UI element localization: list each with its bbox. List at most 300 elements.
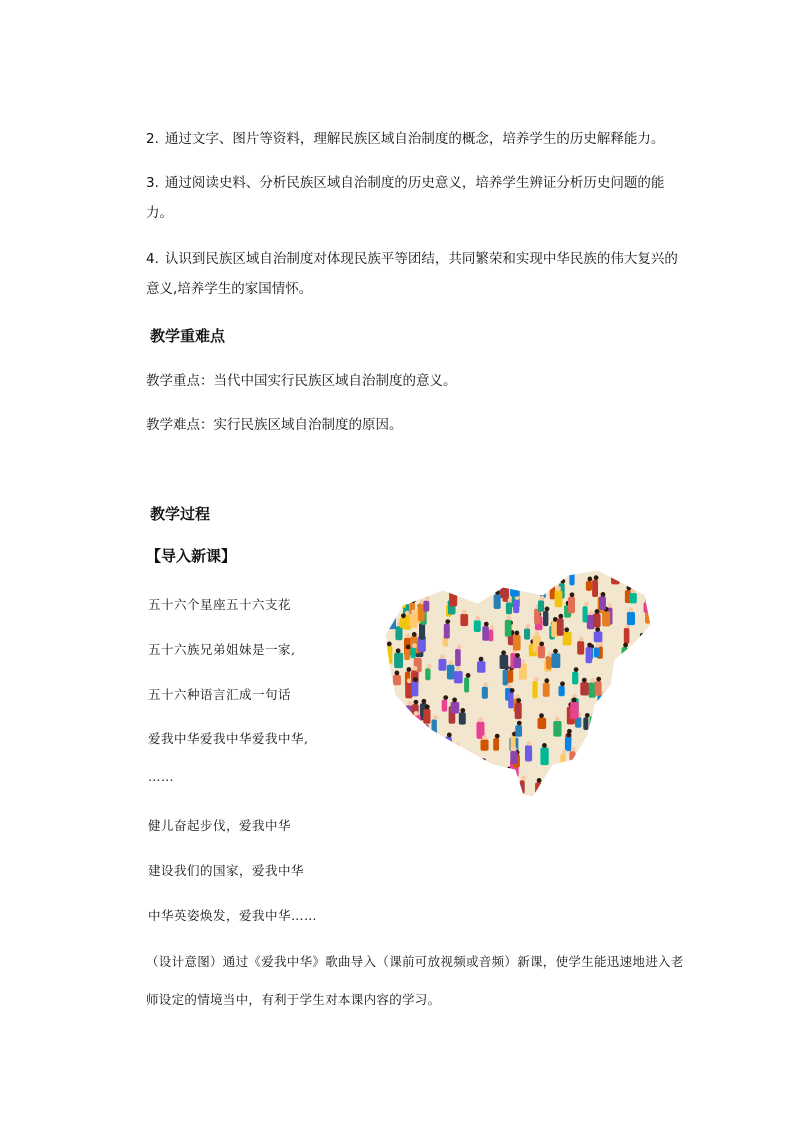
figure-head [432, 764, 437, 769]
figure-head [534, 631, 539, 636]
figure-body [488, 630, 493, 642]
figure-body [388, 710, 394, 726]
figure-body [648, 720, 655, 735]
figure-head [422, 699, 427, 704]
figure-body [611, 572, 620, 584]
figure-head [512, 580, 517, 585]
figure-head [553, 649, 558, 654]
figure-body [621, 791, 630, 803]
objective-text: 通过文字、图片等资料，理解民族区域自治制度的概念，培养学生的历史解释能力。 [164, 131, 665, 147]
figure-head [475, 616, 480, 621]
intro-new-lesson-label: 【导入新课】 [146, 547, 237, 565]
figure-head [414, 700, 419, 705]
figure-body [395, 626, 402, 640]
figure-body [442, 700, 448, 712]
figure-head [634, 652, 639, 657]
figure-head [541, 569, 546, 574]
objective-4 [146, 244, 691, 304]
figure-head [482, 735, 487, 740]
figure-body [513, 600, 519, 614]
figure-body [383, 681, 385, 696]
figure-head [595, 627, 600, 632]
figure-body [451, 702, 460, 714]
figure-body [524, 628, 530, 639]
figure-body [444, 624, 450, 639]
figure-body [583, 606, 588, 622]
figure-body [505, 771, 512, 784]
figure-body [403, 581, 409, 591]
figure-body [647, 675, 655, 692]
figure-head [623, 643, 628, 648]
figure-body [555, 591, 563, 608]
figure-head [652, 568, 655, 573]
figure-head [539, 642, 544, 647]
figure-body [454, 748, 463, 765]
figure-head [579, 637, 584, 642]
figure-body [602, 611, 610, 626]
figure-body [642, 710, 648, 725]
figure-body [563, 632, 572, 646]
figure-head [403, 770, 408, 775]
figure-head [478, 717, 483, 722]
figure-head [455, 565, 460, 566]
figure-head [540, 596, 545, 601]
figure-body [407, 739, 416, 754]
figure-head [594, 575, 599, 580]
figure-head [623, 786, 628, 791]
figure-head [395, 671, 400, 676]
figure-body [640, 642, 647, 656]
figure-head [416, 734, 421, 739]
figure-head [648, 648, 653, 653]
figure-body [505, 620, 512, 637]
figure-head [595, 609, 600, 614]
figure-body [473, 590, 479, 601]
figure-body [474, 798, 482, 803]
figure-head [582, 678, 587, 683]
figure-head [406, 633, 411, 638]
figure-head [643, 683, 648, 688]
figure-head [481, 581, 486, 586]
figure-head [486, 784, 491, 789]
figure-head [641, 638, 646, 643]
figure-body [627, 756, 634, 767]
figure-body [393, 675, 401, 685]
figure-head [501, 579, 506, 584]
figure-body [508, 789, 517, 799]
figure-head [560, 681, 565, 686]
figure-head [640, 565, 645, 566]
figure-body [599, 748, 606, 766]
figure-body [552, 653, 561, 668]
figure-head [610, 788, 615, 793]
figure-head [650, 716, 655, 721]
figure-head [585, 713, 590, 718]
figure-head [425, 705, 430, 710]
figure-body [494, 594, 501, 609]
figure-head [408, 735, 413, 740]
figure-body [553, 721, 561, 737]
figure-head [414, 734, 419, 739]
teaching-difficulty-label: 教学难点： [146, 417, 214, 433]
figure-head [391, 713, 396, 718]
figure-head [407, 678, 412, 683]
figure-head [407, 667, 412, 672]
teaching-focus-text: 当代中国实行民族区域自治制度的意义。 [213, 373, 457, 389]
figure-head [594, 726, 599, 731]
figure-body [409, 580, 415, 598]
figure-body [592, 730, 600, 741]
figure-body [390, 717, 396, 728]
figure-head [506, 791, 511, 796]
figure-head [537, 778, 542, 783]
figure-head [409, 769, 414, 774]
figure-head [389, 611, 394, 616]
figure-body [598, 695, 604, 709]
figure-body [508, 693, 513, 709]
figure-head [645, 773, 650, 778]
figure-head [452, 698, 457, 703]
figure-head [445, 619, 450, 624]
figure-head [501, 650, 506, 655]
figure-head [576, 769, 581, 774]
figure-body [595, 734, 602, 745]
figure-head [587, 781, 592, 786]
figure-head [479, 789, 484, 794]
figure-head [457, 645, 462, 650]
figure-head [440, 654, 445, 659]
figure-body [401, 774, 408, 786]
figure-body [464, 677, 469, 692]
figure-head [474, 586, 479, 591]
figure-body [564, 786, 572, 796]
figure-body [482, 626, 489, 641]
figure-head [387, 642, 392, 647]
song-line: …… [148, 769, 174, 784]
figure-body [394, 653, 403, 668]
figure-body [559, 686, 565, 697]
figure-body [572, 672, 578, 685]
figure-body [644, 768, 652, 780]
figure-body [425, 668, 430, 680]
figure-head [506, 615, 511, 620]
figure-body [539, 574, 547, 585]
figure-body [431, 769, 438, 781]
figure-body [470, 572, 478, 586]
figure-body [416, 568, 425, 583]
figure-head [466, 673, 471, 678]
figure-body [411, 682, 418, 697]
figure-head [590, 678, 595, 683]
figure-head [574, 667, 579, 672]
figure-body [650, 788, 655, 803]
figure-head [571, 566, 576, 571]
figure-head [383, 677, 386, 682]
figure-body [506, 602, 512, 614]
objective-2 [146, 124, 691, 154]
figure-head [526, 624, 531, 629]
figure-head [515, 631, 520, 636]
figure-head [653, 613, 655, 618]
figure-head [396, 648, 401, 653]
figure-head [433, 715, 438, 720]
figure-body [459, 712, 466, 724]
figure-head [409, 746, 414, 751]
figure-body [603, 800, 610, 803]
figure-body [504, 773, 511, 784]
objective-text: 认识到民族区域自治制度对体现民族平等团结，共同繁荣和实现中华民族的伟大复兴的意义,培养学生的家国情怀。 [146, 251, 678, 297]
figure-body [413, 749, 419, 765]
figure-body [538, 646, 545, 658]
figure-body [629, 593, 637, 604]
figure-head [596, 677, 601, 682]
figure-head [456, 667, 461, 672]
figure-head [592, 746, 597, 751]
figure-body [514, 577, 521, 588]
figure-head [420, 740, 425, 745]
figure-head [507, 684, 512, 689]
song-line: 五十六个星座五十六支花 [148, 597, 292, 612]
figure-head [427, 664, 432, 669]
figure-head [571, 747, 576, 752]
teaching-focus-label: 教学重点： [146, 373, 214, 389]
figure-head [633, 716, 638, 721]
figure-body [426, 566, 435, 583]
figure-head [618, 771, 623, 776]
figure-body [451, 570, 459, 585]
figure-head [646, 580, 651, 585]
figure-head [384, 741, 389, 746]
figure-head [507, 782, 512, 787]
figure-head [557, 784, 562, 789]
figure-body [525, 745, 532, 761]
figure-head [542, 577, 547, 582]
objective-3 [146, 168, 691, 228]
figure-body [638, 637, 646, 653]
figure-body [583, 717, 588, 730]
figure-head [633, 690, 638, 695]
figure-body [586, 581, 592, 591]
figure-body [643, 755, 649, 767]
figure-body [402, 570, 410, 587]
figure-body [453, 565, 459, 582]
figure-head [516, 573, 521, 578]
figure-body [449, 589, 457, 607]
figure-head [415, 767, 420, 772]
figure-body [595, 681, 602, 696]
figure-body [455, 649, 461, 666]
figure-head [453, 565, 458, 570]
figure-body [418, 744, 423, 756]
figure-body [482, 687, 488, 699]
figure-body [630, 793, 638, 803]
teaching-difficulty-text: 实行民族区域自治制度的原因。 [213, 417, 403, 433]
key-points-heading: 教学重难点 [150, 327, 226, 345]
figure-body [387, 616, 396, 630]
figure-head [556, 586, 561, 591]
figure-body [386, 763, 394, 778]
figure-head [484, 622, 489, 627]
figure-body [584, 751, 591, 768]
figure-body [399, 618, 406, 628]
figure-body [600, 698, 605, 712]
figure-head [472, 567, 477, 572]
figure-body [401, 591, 406, 608]
figure-head [414, 711, 419, 716]
figure-body [624, 628, 630, 644]
figure-body [481, 740, 489, 751]
figure-body [383, 798, 387, 803]
figure-head [539, 713, 544, 718]
figure-body [585, 785, 594, 799]
figure-head [515, 653, 520, 658]
figure-head [628, 751, 633, 756]
teaching-focus [146, 366, 691, 396]
figure-body [540, 747, 548, 765]
figure-head [401, 613, 406, 618]
objective-number: 2. [146, 131, 159, 147]
figure-head [414, 775, 419, 780]
figure-body [632, 694, 641, 710]
figure-body [570, 702, 579, 719]
figure-body [641, 687, 648, 699]
figure-head [597, 729, 602, 734]
song-line: 五十六族兄弟姐妹是一家, [148, 642, 296, 657]
figure-body [510, 751, 517, 764]
figure-body [590, 750, 597, 766]
figure-head [394, 576, 399, 581]
figure-body [633, 656, 638, 669]
figure-body [593, 614, 601, 628]
figure-head [418, 755, 423, 760]
figure-body [477, 661, 486, 673]
figure-head [443, 695, 448, 700]
figure-body [480, 763, 486, 780]
figure-head [405, 611, 410, 616]
figure-head [596, 778, 601, 783]
figure-body [649, 743, 655, 753]
china-map-ethnic-groups-icon [383, 565, 655, 803]
figure-head [544, 678, 549, 683]
figure-head [407, 701, 412, 706]
figure-head [588, 577, 593, 582]
figure-head [555, 717, 560, 722]
figure-body [484, 788, 491, 803]
figure-body [515, 703, 522, 720]
figure-body [565, 737, 571, 751]
figure-head [637, 754, 642, 759]
figure-head [567, 733, 572, 738]
figure-body [569, 570, 574, 585]
figure-body [546, 657, 552, 670]
figure-head [423, 767, 428, 772]
figure-head [402, 587, 407, 592]
figure-head [512, 747, 517, 752]
figure-body [447, 665, 455, 680]
figure-body [594, 631, 603, 642]
figure-head [649, 671, 654, 676]
figure-body [419, 623, 425, 640]
figure-body [510, 585, 519, 597]
figure-body [573, 800, 578, 803]
figure-head [416, 779, 421, 784]
objective-number: 4. [146, 251, 159, 267]
figure-body [407, 750, 414, 767]
figure-head [561, 768, 566, 773]
figure-head [629, 608, 634, 613]
figure-body [493, 738, 499, 751]
figure-head [651, 783, 655, 788]
figure-body [423, 709, 430, 724]
figure-head [449, 660, 454, 665]
figure-body [634, 796, 640, 803]
figure-body [538, 718, 547, 729]
figure-head [516, 698, 521, 703]
figure-body [505, 795, 512, 803]
figure-body [422, 771, 429, 781]
figure-body [404, 649, 410, 660]
figure-head [587, 643, 592, 648]
figure-body [580, 682, 589, 695]
figure-head [476, 793, 481, 798]
figure-body [475, 775, 481, 792]
figure-body [557, 618, 564, 636]
figure-body [511, 567, 519, 582]
figure-body [405, 583, 410, 596]
figure-head [404, 577, 409, 582]
figure-body [505, 786, 510, 796]
figure-head [412, 643, 417, 648]
song-line: 中华英姿焕发，爱我中华…… [148, 908, 318, 923]
figure-head [575, 795, 580, 800]
figure-body [575, 773, 582, 783]
figure-head [412, 632, 417, 637]
figure-body [478, 793, 486, 803]
figure-head [404, 566, 409, 571]
figure-head [606, 708, 611, 713]
figure-head [415, 745, 420, 750]
figure-body [402, 785, 411, 799]
figure-head [447, 733, 452, 738]
figure-body [390, 573, 397, 586]
figure-body [414, 783, 422, 795]
figure-body [635, 758, 641, 769]
figure-head [504, 582, 509, 587]
figure-head [616, 753, 621, 758]
song-line: 健儿奋起步伐，爱我中华 [148, 818, 292, 833]
figure-head [483, 682, 488, 687]
figure-body [514, 657, 522, 668]
figure-body [454, 671, 463, 683]
figure-head [428, 750, 433, 755]
figure-head [406, 645, 411, 650]
figure-body [411, 648, 416, 659]
figure-body [591, 784, 599, 797]
figure-body [474, 620, 481, 632]
figure-head [613, 568, 618, 573]
figure-head [588, 610, 593, 615]
figure-head [650, 738, 655, 743]
figure-body [638, 565, 644, 582]
figure-head [545, 607, 550, 612]
figure-head [605, 796, 610, 801]
teaching-process-heading: 教学过程 [150, 505, 211, 523]
objective-number: 3. [146, 175, 159, 191]
figure-body [650, 572, 655, 583]
figure-head [562, 749, 567, 754]
figure-body [532, 681, 537, 699]
figure-head [564, 627, 569, 632]
